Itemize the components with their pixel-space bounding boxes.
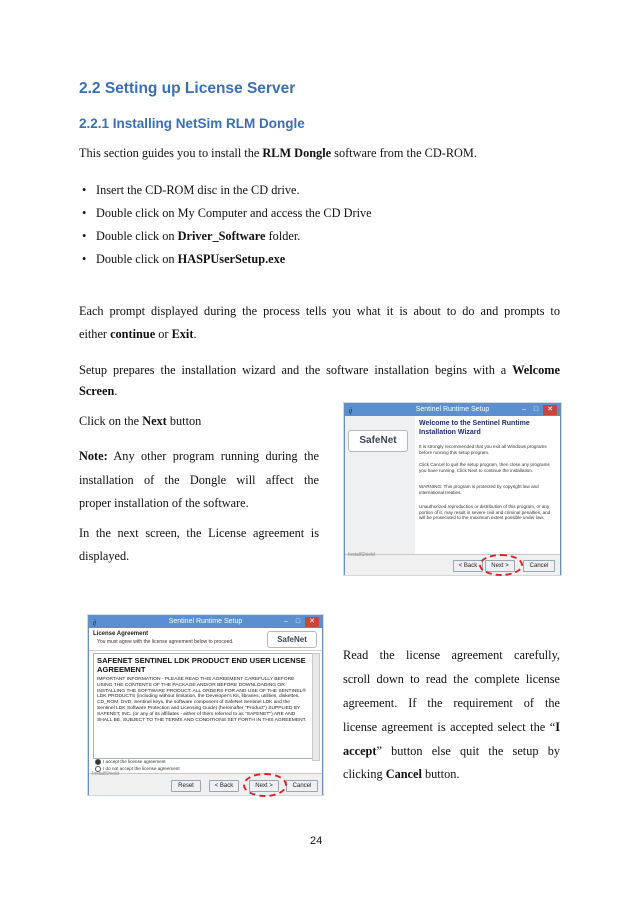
minimize-icon[interactable]: – xyxy=(522,406,526,413)
next-button-highlight xyxy=(243,773,287,797)
accept-radio[interactable] xyxy=(95,759,166,765)
wizard-text-2: Click Cancel to quit the setup program, then close any programs you have running. Click Next to continue the installation. xyxy=(419,462,550,473)
accept-radio-label: I accept the license agreement xyxy=(103,759,166,765)
note-line3: proper installation of the software. xyxy=(79,496,249,510)
next-screen-line1: In the next screen, the License agreement is xyxy=(79,526,319,540)
window-titlebar xyxy=(345,404,560,416)
window-title: Sentinel Runtime Setup xyxy=(415,406,490,413)
page-number: 24 xyxy=(310,835,323,847)
read-paragraph-line4: license agreement is accepted select the “I xyxy=(343,720,560,734)
license-header-title: License Agreement xyxy=(93,631,149,637)
next-button-highlight xyxy=(479,554,523,576)
read-paragraph-line6: clicking Cancel button. xyxy=(343,767,460,781)
decline-radio-label: I do not accept the license agreement xyxy=(103,766,180,772)
license-header-subtitle: You must agree with the license agreement below to proceed. xyxy=(97,639,234,645)
cancel-button[interactable]: Cancel xyxy=(523,560,555,572)
bullet-item: • Double click on Driver_Software folder. xyxy=(96,228,300,244)
installshield-label: InstallShield xyxy=(92,771,119,777)
section-heading: 2.2 Setting up License Server xyxy=(79,80,296,97)
window-titlebar xyxy=(89,616,322,628)
next-screen-line2: displayed. xyxy=(79,549,130,563)
license-header xyxy=(89,628,322,651)
welcome-wizard-window xyxy=(344,403,561,575)
wizard-sidebar xyxy=(345,416,415,554)
wizard-text-3: WARNING: This program is protected by copyright law and international treaties. xyxy=(419,484,539,495)
read-paragraph-line2: scroll down to read the complete license xyxy=(343,672,560,686)
back-button[interactable]: < Back xyxy=(209,780,239,792)
note-line1: Note: Any other program running during the xyxy=(79,449,319,463)
maximize-icon[interactable]: □ xyxy=(295,618,301,625)
prompt-paragraph-line2: either continue or Exit. xyxy=(79,327,197,341)
setup-app-icon: ij xyxy=(93,620,97,627)
read-paragraph-line1: Read the license agreement carefully, xyxy=(343,648,560,662)
next-button[interactable]: Next > xyxy=(485,560,515,572)
minimize-icon[interactable]: – xyxy=(284,618,288,625)
close-icon[interactable]: ✕ xyxy=(305,617,319,627)
wizard-heading: Welcome to the Sentinel Runtime Installation Wizard xyxy=(419,420,530,436)
read-paragraph-line3: agreement. If the requirement of the xyxy=(343,696,560,710)
wizard-text-4: Unauthorized reproduction or distribution of this program, or any portion of it, may result in severe civil and criminal penalties, and will be prosecuted to the maximum extent possible under law. xyxy=(419,504,551,521)
wizard-text-1: It is strongly recommended that you exit all Windows programs before running this setup program. xyxy=(419,444,547,455)
prompt-paragraph-line1: Each prompt displayed during the process tells you what it is about to do and prompts to xyxy=(79,304,560,318)
eula-scrollbar[interactable] xyxy=(312,653,320,761)
maximize-icon[interactable]: □ xyxy=(533,406,539,413)
close-icon[interactable]: ✕ xyxy=(543,405,557,415)
intro-text: This section guides you to install the RLM Dongle software from the CD-ROM. xyxy=(79,146,477,160)
back-button[interactable]: < Back xyxy=(453,560,483,572)
read-paragraph-line5: accept” button else quit the setup by xyxy=(343,744,560,758)
note-line2: installation of the Dongle will affect the xyxy=(79,473,319,487)
click-next-text: Click on the Next button xyxy=(79,414,202,428)
license-agreement-window xyxy=(88,615,323,795)
bullet-item: • Double click on My Computer and access the CD Drive xyxy=(96,205,372,221)
cancel-button[interactable]: Cancel xyxy=(286,780,318,792)
setup-paragraph-line1: Setup prepares the installation wizard and the software installation begins with a Welcome xyxy=(79,363,560,377)
setup-paragraph-line2: Screen. xyxy=(79,384,118,398)
wizard-footer xyxy=(89,773,322,795)
safenet-logo: SafeNet xyxy=(267,631,317,648)
setup-app-icon: ij xyxy=(349,408,353,415)
safenet-logo: SafeNet xyxy=(348,430,408,452)
reset-button[interactable]: Reset xyxy=(171,780,201,792)
eula-text-box[interactable] xyxy=(93,653,313,759)
next-button[interactable]: Next > xyxy=(249,780,279,792)
bullet-item: • Insert the CD-ROM disc in the CD drive. xyxy=(96,182,300,198)
eula-body: IMPORTANT INFORMATION - PLEASE READ THIS AGREEMENT CAREFULLY BEFORE USING THE CONTENTS OF THE PACKAGE AND/OR BEFORE DOWNLOADING OR INSTALLING THE SOFTWARE PRODUCT. ALL ORDERS FOR AND USE OF THE SENTINEL® LDK PRODUCTS (including without limitation, the Developer's Kit, libraries, utilities, diskettes, CD_ROM, DVD, Sentinel keys, the software component of SafeNet Sentinel LDK and the Sentinel LDK Software Protection and Licensing Guide) (hereinafter "Product") SUPPLIED BY SAFENET, INC. (or any of its affiliates - either of them referred to as "SAFENET") ARE AND SHALL BE, SUBJECT TO THE TERMS AND CONDITIONS SET FORTH IN THIS AGREEMENT. xyxy=(97,677,307,723)
bullet-item: • Double click on HASPUserSetup.exe xyxy=(96,251,285,267)
installshield-label: InstallShield xyxy=(348,552,375,558)
eula-title: SAFENET SENTINEL LDK PRODUCT END USER LICENSE AGREEMENT xyxy=(97,656,306,674)
window-title: Sentinel Runtime Setup xyxy=(168,618,243,625)
wizard-footer xyxy=(345,554,560,575)
subsection-heading: 2.2.1 Installing NetSim RLM Dongle xyxy=(79,116,305,131)
